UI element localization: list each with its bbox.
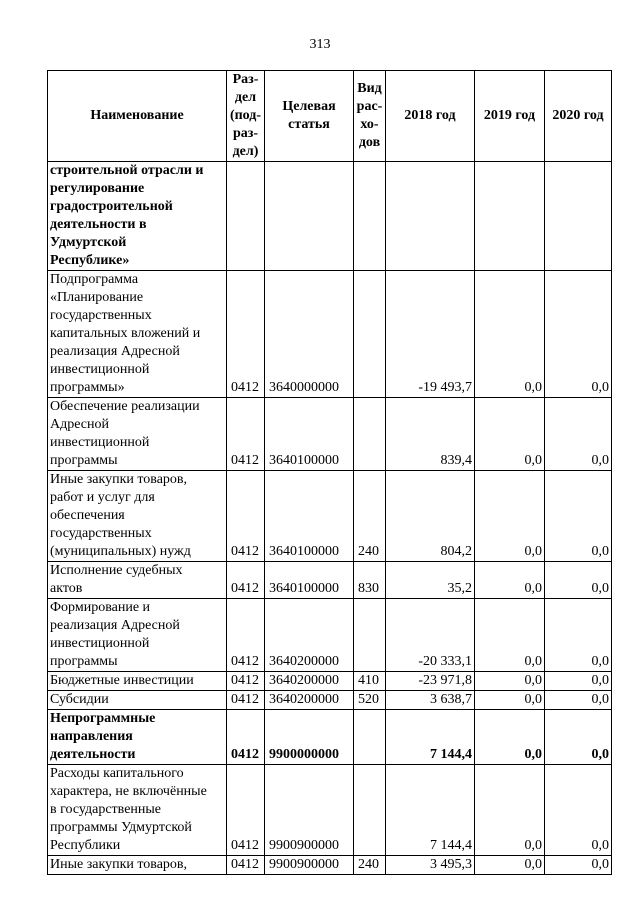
- row-2018-cell: 35,2: [386, 562, 475, 599]
- row-2019-cell: 0,0: [475, 710, 545, 765]
- row-2019-cell: 0,0: [475, 672, 545, 691]
- row-2020-cell: 0,0: [545, 856, 612, 875]
- table-header-row: [48, 71, 612, 162]
- row-2018-cell: -23 971,8: [386, 672, 475, 691]
- header-section-label: Раз- дел (под- раз- дел): [229, 72, 262, 159]
- row-exp-type-cell: 520: [354, 691, 386, 710]
- row-section-cell: 0412: [227, 765, 265, 856]
- row-2018-cell: 3 495,3: [386, 856, 475, 875]
- row-2018-cell: 7 144,4: [386, 710, 475, 765]
- row-2020-cell: 0,0: [545, 765, 612, 856]
- row-section-cell: 0412: [227, 562, 265, 599]
- row-section-cell: 0412: [227, 398, 265, 471]
- row-2020-cell: 0,0: [545, 599, 612, 672]
- header-2019: 2019 год: [475, 71, 545, 162]
- header-exp-type-label: Вид рас- хо- дов: [356, 81, 383, 150]
- row-exp-type-cell: 240: [354, 856, 386, 875]
- row-2018-cell: 7 144,4: [386, 765, 475, 856]
- table-row: [48, 471, 612, 562]
- table-row: [48, 162, 612, 271]
- row-section-cell: 0412: [227, 471, 265, 562]
- row-exp-type-cell: 240: [354, 471, 386, 562]
- row-2020-cell: [545, 162, 612, 271]
- row-2019-cell: 0,0: [475, 691, 545, 710]
- row-2019-cell: 0,0: [475, 856, 545, 875]
- row-section-cell: 0412: [227, 691, 265, 710]
- header-section: [227, 71, 265, 162]
- table-row: [48, 672, 612, 691]
- row-target-cell: 3640200000: [265, 599, 354, 672]
- row-target-cell: 9900000000: [265, 710, 354, 765]
- row-2020-cell: 0,0: [545, 471, 612, 562]
- row-2020-cell: 0,0: [545, 271, 612, 398]
- row-2019-cell: 0,0: [475, 398, 545, 471]
- row-target-cell: 9900900000: [265, 856, 354, 875]
- row-section-cell: 0412: [227, 672, 265, 691]
- row-2018-cell: 3 638,7: [386, 691, 475, 710]
- row-target-cell: 3640000000: [265, 271, 354, 398]
- row-name-cell: Обеспечение реализации Адресной инвестиционной программы: [48, 398, 227, 471]
- row-2019-cell: 0,0: [475, 562, 545, 599]
- row-2018-cell: 804,2: [386, 471, 475, 562]
- row-2020-cell: 0,0: [545, 562, 612, 599]
- row-target-cell: [265, 162, 354, 271]
- header-target-label: Целевая статья: [282, 99, 336, 132]
- row-exp-type-cell: [354, 765, 386, 856]
- table-row: [48, 599, 612, 672]
- row-exp-type-cell: [354, 710, 386, 765]
- row-section-cell: [227, 162, 265, 271]
- row-name-cell: Бюджетные инвестиции: [48, 672, 227, 691]
- row-exp-type-cell: [354, 162, 386, 271]
- table-row: [48, 271, 612, 398]
- row-section-cell: 0412: [227, 271, 265, 398]
- row-2020-cell: 0,0: [545, 710, 612, 765]
- row-target-cell: 3640100000: [265, 471, 354, 562]
- row-name-cell: Исполнение судебных актов: [48, 562, 227, 599]
- budget-table: [47, 70, 612, 875]
- header-name: Наименование: [48, 71, 227, 162]
- row-2020-cell: 0,0: [545, 672, 612, 691]
- row-2019-cell: 0,0: [475, 471, 545, 562]
- row-2019-cell: 0,0: [475, 599, 545, 672]
- table-row: [48, 856, 612, 875]
- row-2018-cell: -19 493,7: [386, 271, 475, 398]
- page-number: 313: [309, 37, 331, 52]
- row-exp-type-cell: [354, 599, 386, 672]
- table-row: [48, 562, 612, 599]
- row-target-cell: 3640200000: [265, 672, 354, 691]
- header-2018: 2018 год: [386, 71, 475, 162]
- row-name-cell: Подпрограмма «Планирование государственных капитальных вложений и реализация Адресной инвестиционной программы»: [48, 271, 227, 398]
- row-2019-cell: 0,0: [475, 271, 545, 398]
- row-2020-cell: 0,0: [545, 691, 612, 710]
- row-name-cell: строительной отрасли и регулирование градостроительной деятельности в Удмуртской Республике»: [48, 162, 227, 271]
- table-row: [48, 765, 612, 856]
- row-2018-cell: 839,4: [386, 398, 475, 471]
- header-exp-type: [354, 71, 386, 162]
- table-row: [48, 710, 612, 765]
- header-target: [265, 71, 354, 162]
- row-name-cell: Иные закупки товаров, работ и услуг для обеспечения государственных (муниципальных) нужд: [48, 471, 227, 562]
- row-name-cell: Непрограммные направления деятельности: [48, 710, 227, 765]
- row-name-cell: Формирование и реализация Адресной инвестиционной программы: [48, 599, 227, 672]
- row-exp-type-cell: 830: [354, 562, 386, 599]
- row-name-cell: Субсидии: [48, 691, 227, 710]
- row-section-cell: 0412: [227, 599, 265, 672]
- table-row: [48, 691, 612, 710]
- row-2018-cell: [386, 162, 475, 271]
- row-target-cell: 3640100000: [265, 562, 354, 599]
- row-target-cell: 9900900000: [265, 765, 354, 856]
- header-2020: 2020 год: [545, 71, 612, 162]
- row-2018-cell: -20 333,1: [386, 599, 475, 672]
- row-name-cell: Иные закупки товаров,: [48, 856, 227, 875]
- table-row: [48, 398, 612, 471]
- row-section-cell: 0412: [227, 856, 265, 875]
- row-exp-type-cell: [354, 398, 386, 471]
- row-exp-type-cell: 410: [354, 672, 386, 691]
- row-target-cell: 3640100000: [265, 398, 354, 471]
- row-2019-cell: [475, 162, 545, 271]
- row-target-cell: 3640200000: [265, 691, 354, 710]
- row-section-cell: 0412: [227, 710, 265, 765]
- row-name-cell: Расходы капитального характера, не включённые в государственные программы Удмуртской Республики: [48, 765, 227, 856]
- row-2020-cell: 0,0: [545, 398, 612, 471]
- row-exp-type-cell: [354, 271, 386, 398]
- row-2019-cell: 0,0: [475, 765, 545, 856]
